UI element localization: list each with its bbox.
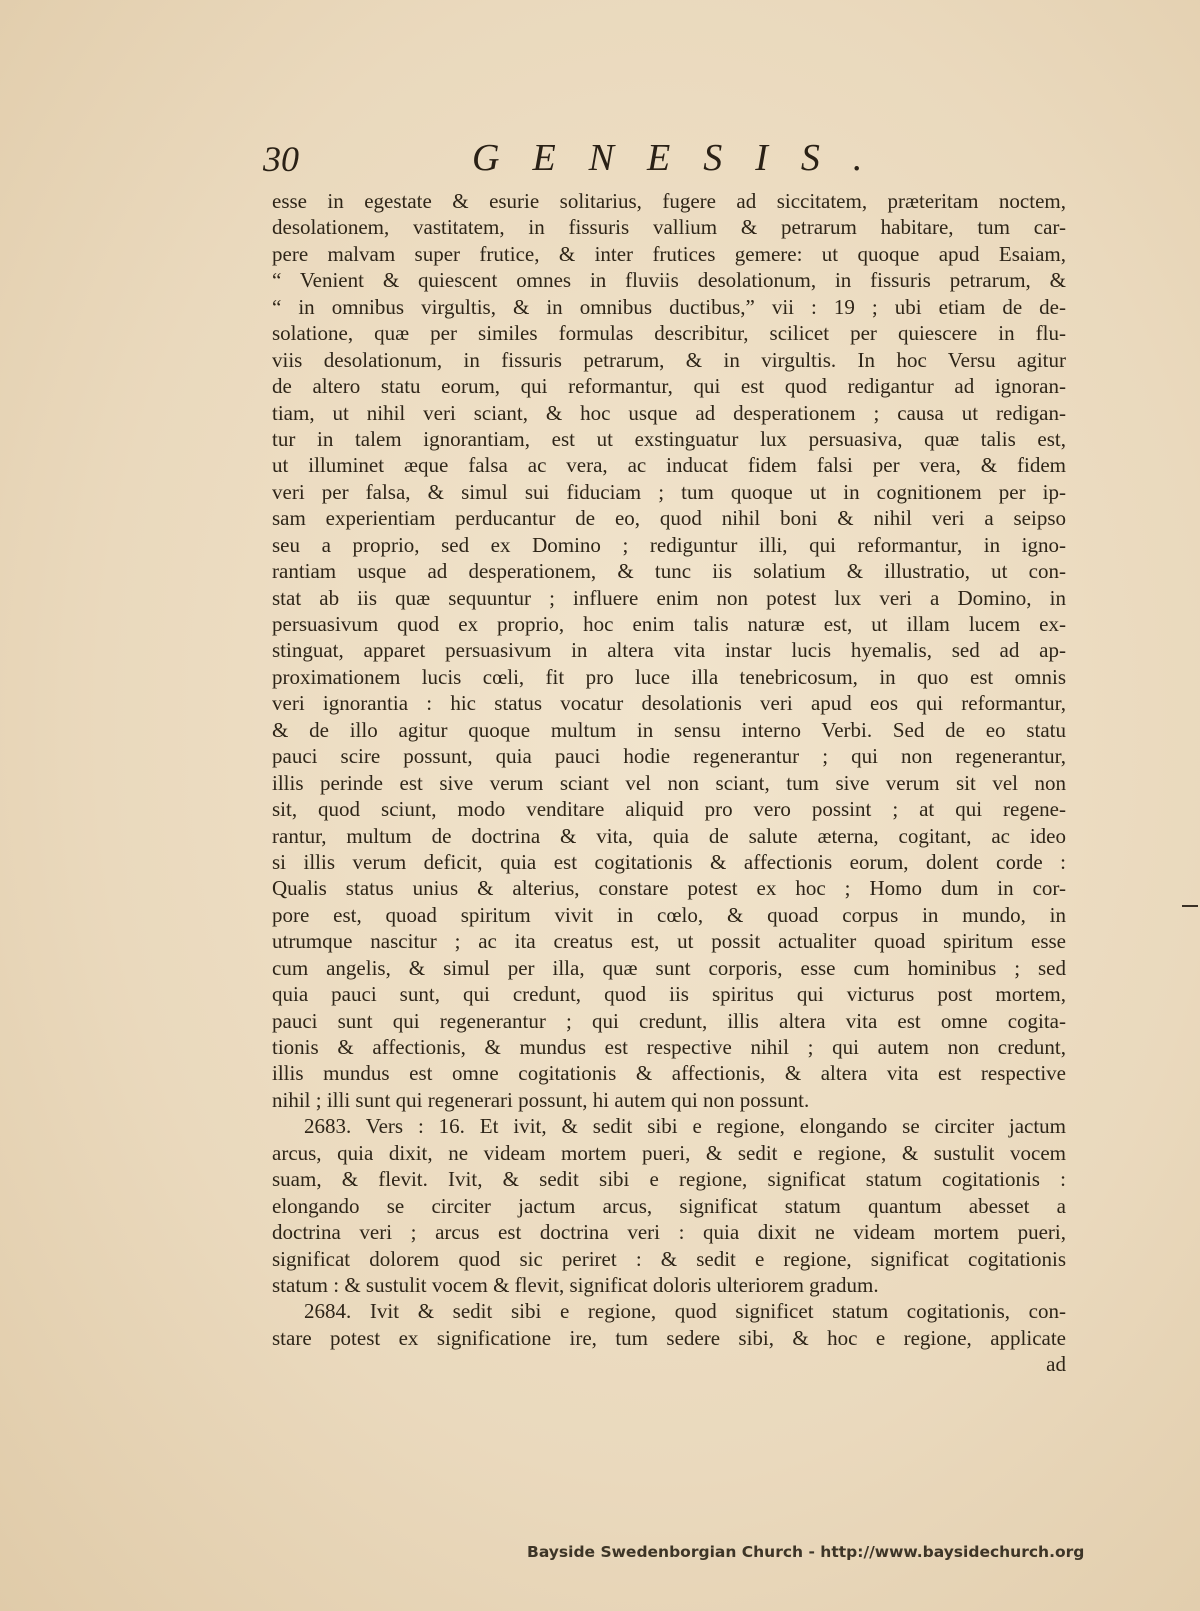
text-line: doctrina veri ; arcus est doctrina veri : quia dixit ne videam mortem pueri, bbox=[272, 1220, 1066, 1245]
text-line: pore est, quoad spiritum vivit in cœlo, & quoad corpus in mundo, in bbox=[272, 902, 1066, 927]
text-line: 2684. Ivit & sedit sibi e regione, quod significet statum cogitationis, con- bbox=[304, 1299, 1066, 1324]
text-line: veri ignorantia : hic status vocatur desolationis veri apud eos qui reformantur, bbox=[272, 691, 1066, 716]
catchword: ad bbox=[1046, 1352, 1066, 1377]
text-line: pere malvam super frutice, & inter frutices gemere: ut quoque apud Esaiam, bbox=[272, 241, 1066, 266]
text-line: pauci scire possunt, quia pauci hodie regenerantur ; qui non regenerantur, bbox=[272, 744, 1066, 769]
text-line: ut illuminet æque falsa ac vera, ac inducat fidem falsi per vera, & fidem bbox=[272, 453, 1066, 478]
text-line: sam experientiam perducantur de eo, quod nihil boni & nihil veri a seipso bbox=[272, 506, 1066, 531]
text-line: seu a proprio, sed ex Domino ; rediguntur illi, qui reformantur, in igno- bbox=[272, 532, 1066, 557]
body-text bbox=[272, 188, 1066, 1378]
text-line: & de illo agitur quoque multum in sensu interno Verbi. Sed de eo statu bbox=[272, 717, 1066, 742]
page-number: 30 bbox=[263, 139, 299, 179]
text-line: significat dolorem quod sic periret : & sedit e regione, significat cogitationis bbox=[272, 1246, 1066, 1271]
text-line: rantur, multum de doctrina & vita, quia de salute æterna, cogitant, ac ideo bbox=[272, 823, 1066, 848]
text-line: rantiam usque ad desperationem, & tunc iis solatium & illustratio, ut con- bbox=[272, 559, 1066, 584]
text-line: stinguat, apparet persuasivum in altera vita instar lucis hyemalis, sed ad ap- bbox=[272, 638, 1066, 663]
text-line: suam, & flevit. Ivit, & sedit sibi e regione, significat statum cogitationis : bbox=[272, 1167, 1066, 1192]
text-line: viis desolationum, in fissuris petrarum, & in virgultis. In hoc Versu agitur bbox=[272, 347, 1066, 372]
text-line: tionis & affectionis, & mundus est respective nihil ; qui autem non credunt, bbox=[272, 1035, 1066, 1059]
text-line: stat ab iis quæ sequuntur ; influere enim non potest lux veri a Domino, in bbox=[272, 585, 1066, 610]
text-line: tur in talem ignorantiam, est ut exstinguatur lux persuasiva, quæ talis est, bbox=[272, 426, 1066, 451]
text-line: nihil ; illi sunt qui regenerari possunt, hi autem qui non possunt. bbox=[272, 1087, 810, 1112]
margin-mark bbox=[1182, 905, 1198, 907]
text-line: persuasivum quod ex proprio, hoc enim talis naturæ est, ut illam lucem ex- bbox=[272, 612, 1066, 636]
text-line: arcus, quia dixit, ne videam mortem pueri, & sedit e regione, & sustulit vocem bbox=[272, 1140, 1066, 1165]
text-line: stare potest ex significatione ire, tum sedere sibi, & hoc e regione, applicate bbox=[272, 1325, 1066, 1350]
page-header bbox=[0, 136, 1200, 186]
text-line: solatione, quæ per similes formulas describitur, scilicet per quiescere in flu- bbox=[272, 321, 1066, 346]
text-line: quia pauci sunt, qui credunt, quod iis spiritus qui victurus post mortem, bbox=[272, 982, 1066, 1007]
text-line: de altero statu eorum, qui reformantur, qui est quod redigantur ad ignoran- bbox=[272, 374, 1066, 399]
text-line: proximationem lucis cœli, fit pro luce illa tenebricosum, in quo est omnis bbox=[272, 664, 1066, 689]
text-line: desolationem, vastitatem, in fissuris vallium & petrarum habitare, tum car- bbox=[272, 215, 1066, 240]
text-line: “ in omnibus virgultis, & in omnibus ductibus,” vii : 19 ; ubi etiam de de- bbox=[272, 294, 1066, 319]
text-line: sit, quod sciunt, modo venditare aliquid pro vero possint ; at qui regene- bbox=[272, 797, 1066, 822]
text-line: statum : & sustulit vocem & flevit, significat doloris ulteriorem gradum. bbox=[272, 1272, 879, 1297]
text-line: utrumque nascitur ; ac ita creatus est, ut possit actualiter quoad spiritum esse bbox=[272, 929, 1066, 954]
text-line: veri per falsa, & simul sui fiduciam ; tum quoque ut in cognitionem per ip- bbox=[272, 479, 1066, 504]
text-line: illis mundus est omne cogitationis & affectionis, & altera vita est respective bbox=[272, 1061, 1066, 1086]
text-line: tiam, ut nihil veri sciant, & hoc usque ad desperationem ; causa ut redigan- bbox=[272, 400, 1066, 425]
site-credit: Bayside Swedenborgian Church - http://www.baysidechurch.org bbox=[527, 1543, 1085, 1561]
running-head: GENESIS. bbox=[472, 137, 896, 179]
text-line: pauci sunt qui regenerantur ; qui credunt, illis altera vita est omne cogita- bbox=[272, 1008, 1066, 1033]
text-line: si illis verum deficit, quia est cogitationis & affectionis eorum, dolent corde : bbox=[272, 849, 1066, 874]
text-line: elongando se circiter jactum arcus, significat statum quantum abesset a bbox=[272, 1193, 1066, 1218]
text-line: 2683. Vers : 16. Et ivit, & sedit sibi e regione, elongando se circiter jactum bbox=[304, 1114, 1066, 1139]
text-line: esse in egestate & esurie solitarius, fugere ad siccitatem, præteritam noctem, bbox=[272, 189, 1066, 213]
text-line: Qualis status unius & alterius, constare potest ex hoc ; Homo dum in cor- bbox=[272, 876, 1066, 901]
text-line: “ Venient & quiescent omnes in fluviis desolationum, in fissuris petrarum, & bbox=[272, 268, 1066, 293]
text-line: cum angelis, & simul per illa, quæ sunt corporis, esse cum hominibus ; sed bbox=[272, 955, 1066, 980]
text-line: illis perinde est sive verum sciant vel non sciant, tum sive verum sit vel non bbox=[272, 770, 1066, 795]
